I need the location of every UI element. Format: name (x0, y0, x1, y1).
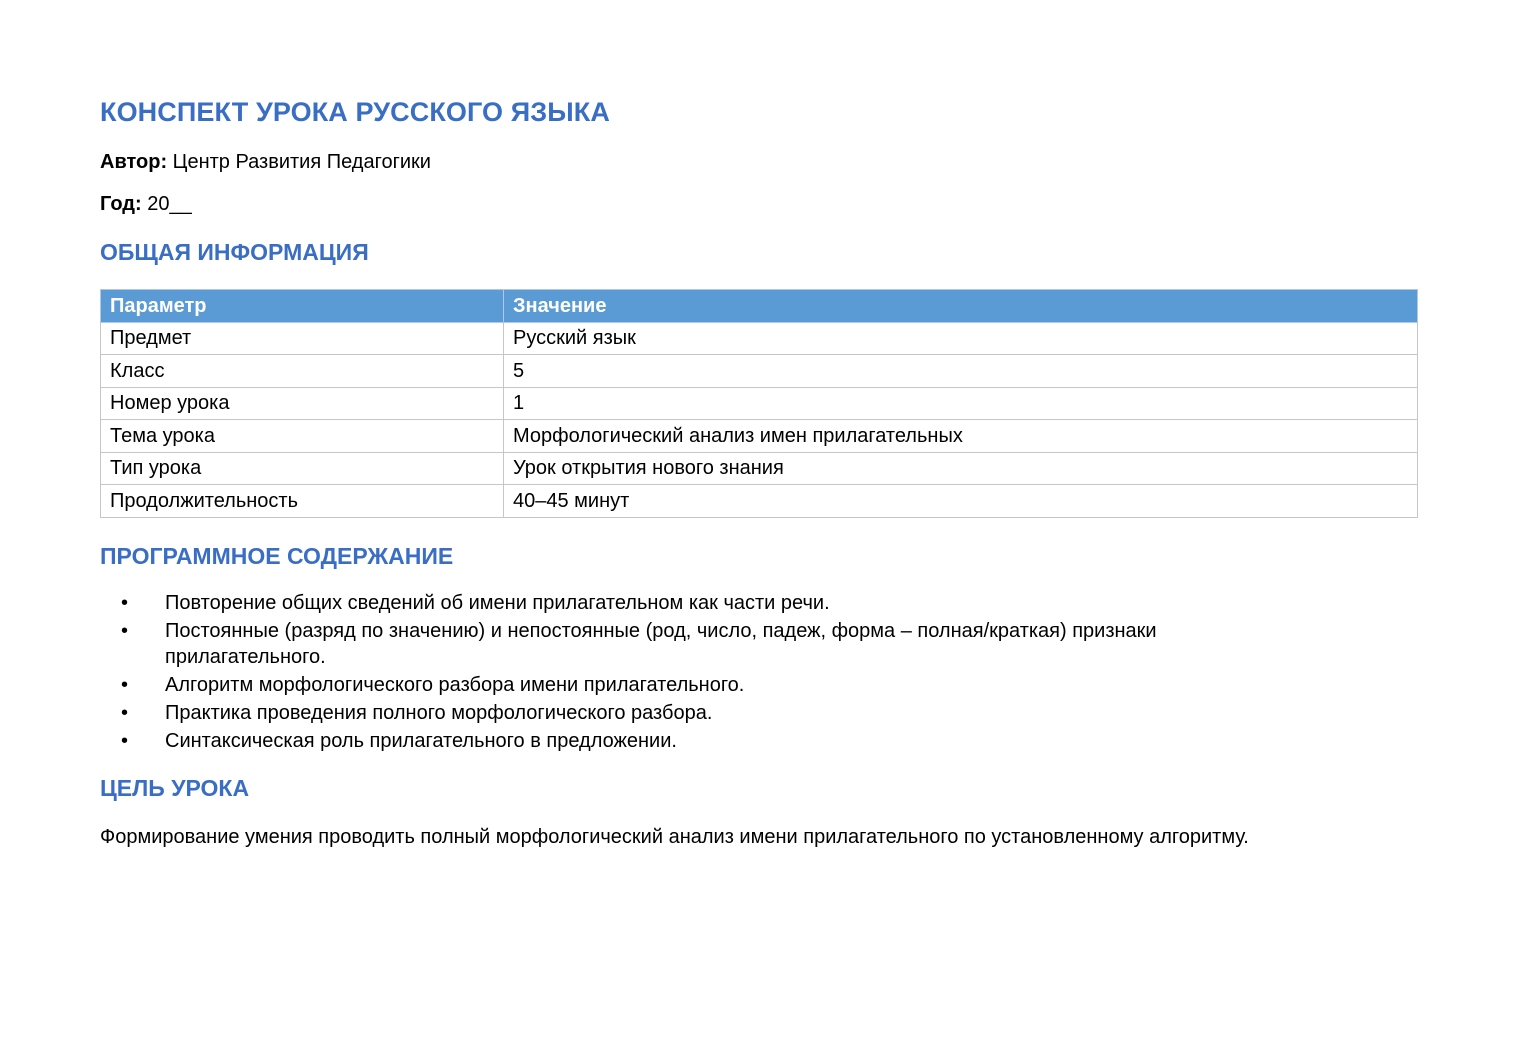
list-item (100, 672, 1265, 698)
list-item (100, 618, 1265, 670)
list-item (100, 700, 1265, 726)
year-value: 20__ (147, 193, 192, 215)
table-row (101, 452, 1418, 485)
bullet-icon: • (121, 591, 129, 614)
list-item-text: Повторение общих сведений об имени прилагательном как части речи. (165, 591, 830, 614)
list-item (100, 728, 1265, 754)
list-item (100, 590, 1265, 616)
table-header-value: Значение (504, 290, 1418, 323)
bullet-icon: • (121, 619, 129, 642)
table-cell-parameter: Предмет (101, 322, 504, 355)
table-cell-parameter: Класс (101, 355, 504, 388)
table-header-row (101, 290, 1418, 323)
table-cell-value: 40–45 минут (504, 485, 1418, 518)
table-row (101, 387, 1418, 420)
bullet-icon: • (121, 729, 129, 752)
list-item-text: Синтаксическая роль прилагательного в предложении. (165, 729, 677, 752)
table-cell-value: 5 (504, 355, 1418, 388)
table-cell-value: Морфологический анализ имен прилагательных (504, 420, 1418, 453)
table-cell-parameter: Тема урока (101, 420, 504, 453)
year-line (100, 192, 1418, 216)
program-content-heading: ПРОГРАММНОЕ СОДЕРЖАНИЕ (100, 542, 454, 569)
program-content-list (100, 590, 1418, 754)
table-header-parameter: Параметр (101, 290, 504, 323)
table-cell-parameter: Тип урока (101, 452, 504, 485)
author-value: Центр Развития Педагогики (172, 151, 431, 173)
list-item-text: Постоянные (разряд по значению) и непостоянные (род, число, падеж, форма – полная/краткая) признаки прилагательного. (165, 619, 1157, 668)
table-cell-parameter: Продолжительность (101, 485, 504, 518)
list-item-text: Практика проведения полного морфологического разбора. (165, 701, 713, 724)
table-row (101, 355, 1418, 388)
author-line (100, 150, 1418, 174)
table-cell-value: Урок открытия нового знания (504, 452, 1418, 485)
table-row (101, 322, 1418, 355)
author-label: Автор: (100, 151, 168, 173)
table-cell-parameter: Номер урока (101, 387, 504, 420)
general-info-table (100, 289, 1418, 518)
general-info-heading: ОБЩАЯ ИНФОРМАЦИЯ (100, 239, 369, 265)
lesson-goal-text: Формирование умения проводить полный морфологический анализ имени прилагательного по установленному алгоритму. (100, 825, 1249, 848)
table-row (101, 420, 1418, 453)
bullet-icon: • (121, 701, 129, 724)
table-row (101, 485, 1418, 518)
table-cell-value: Русский язык (504, 322, 1418, 355)
table-cell-value: 1 (504, 387, 1418, 420)
document-title: КОНСПЕКТ УРОКА РУССКОГО ЯЗЫКА (100, 97, 610, 127)
list-item-text: Алгоритм морфологического разбора имени прилагательного. (165, 673, 745, 696)
bullet-icon: • (121, 673, 129, 696)
year-label: Год: (100, 193, 142, 215)
lesson-goal-heading: ЦЕЛЬ УРОКА (100, 774, 250, 801)
